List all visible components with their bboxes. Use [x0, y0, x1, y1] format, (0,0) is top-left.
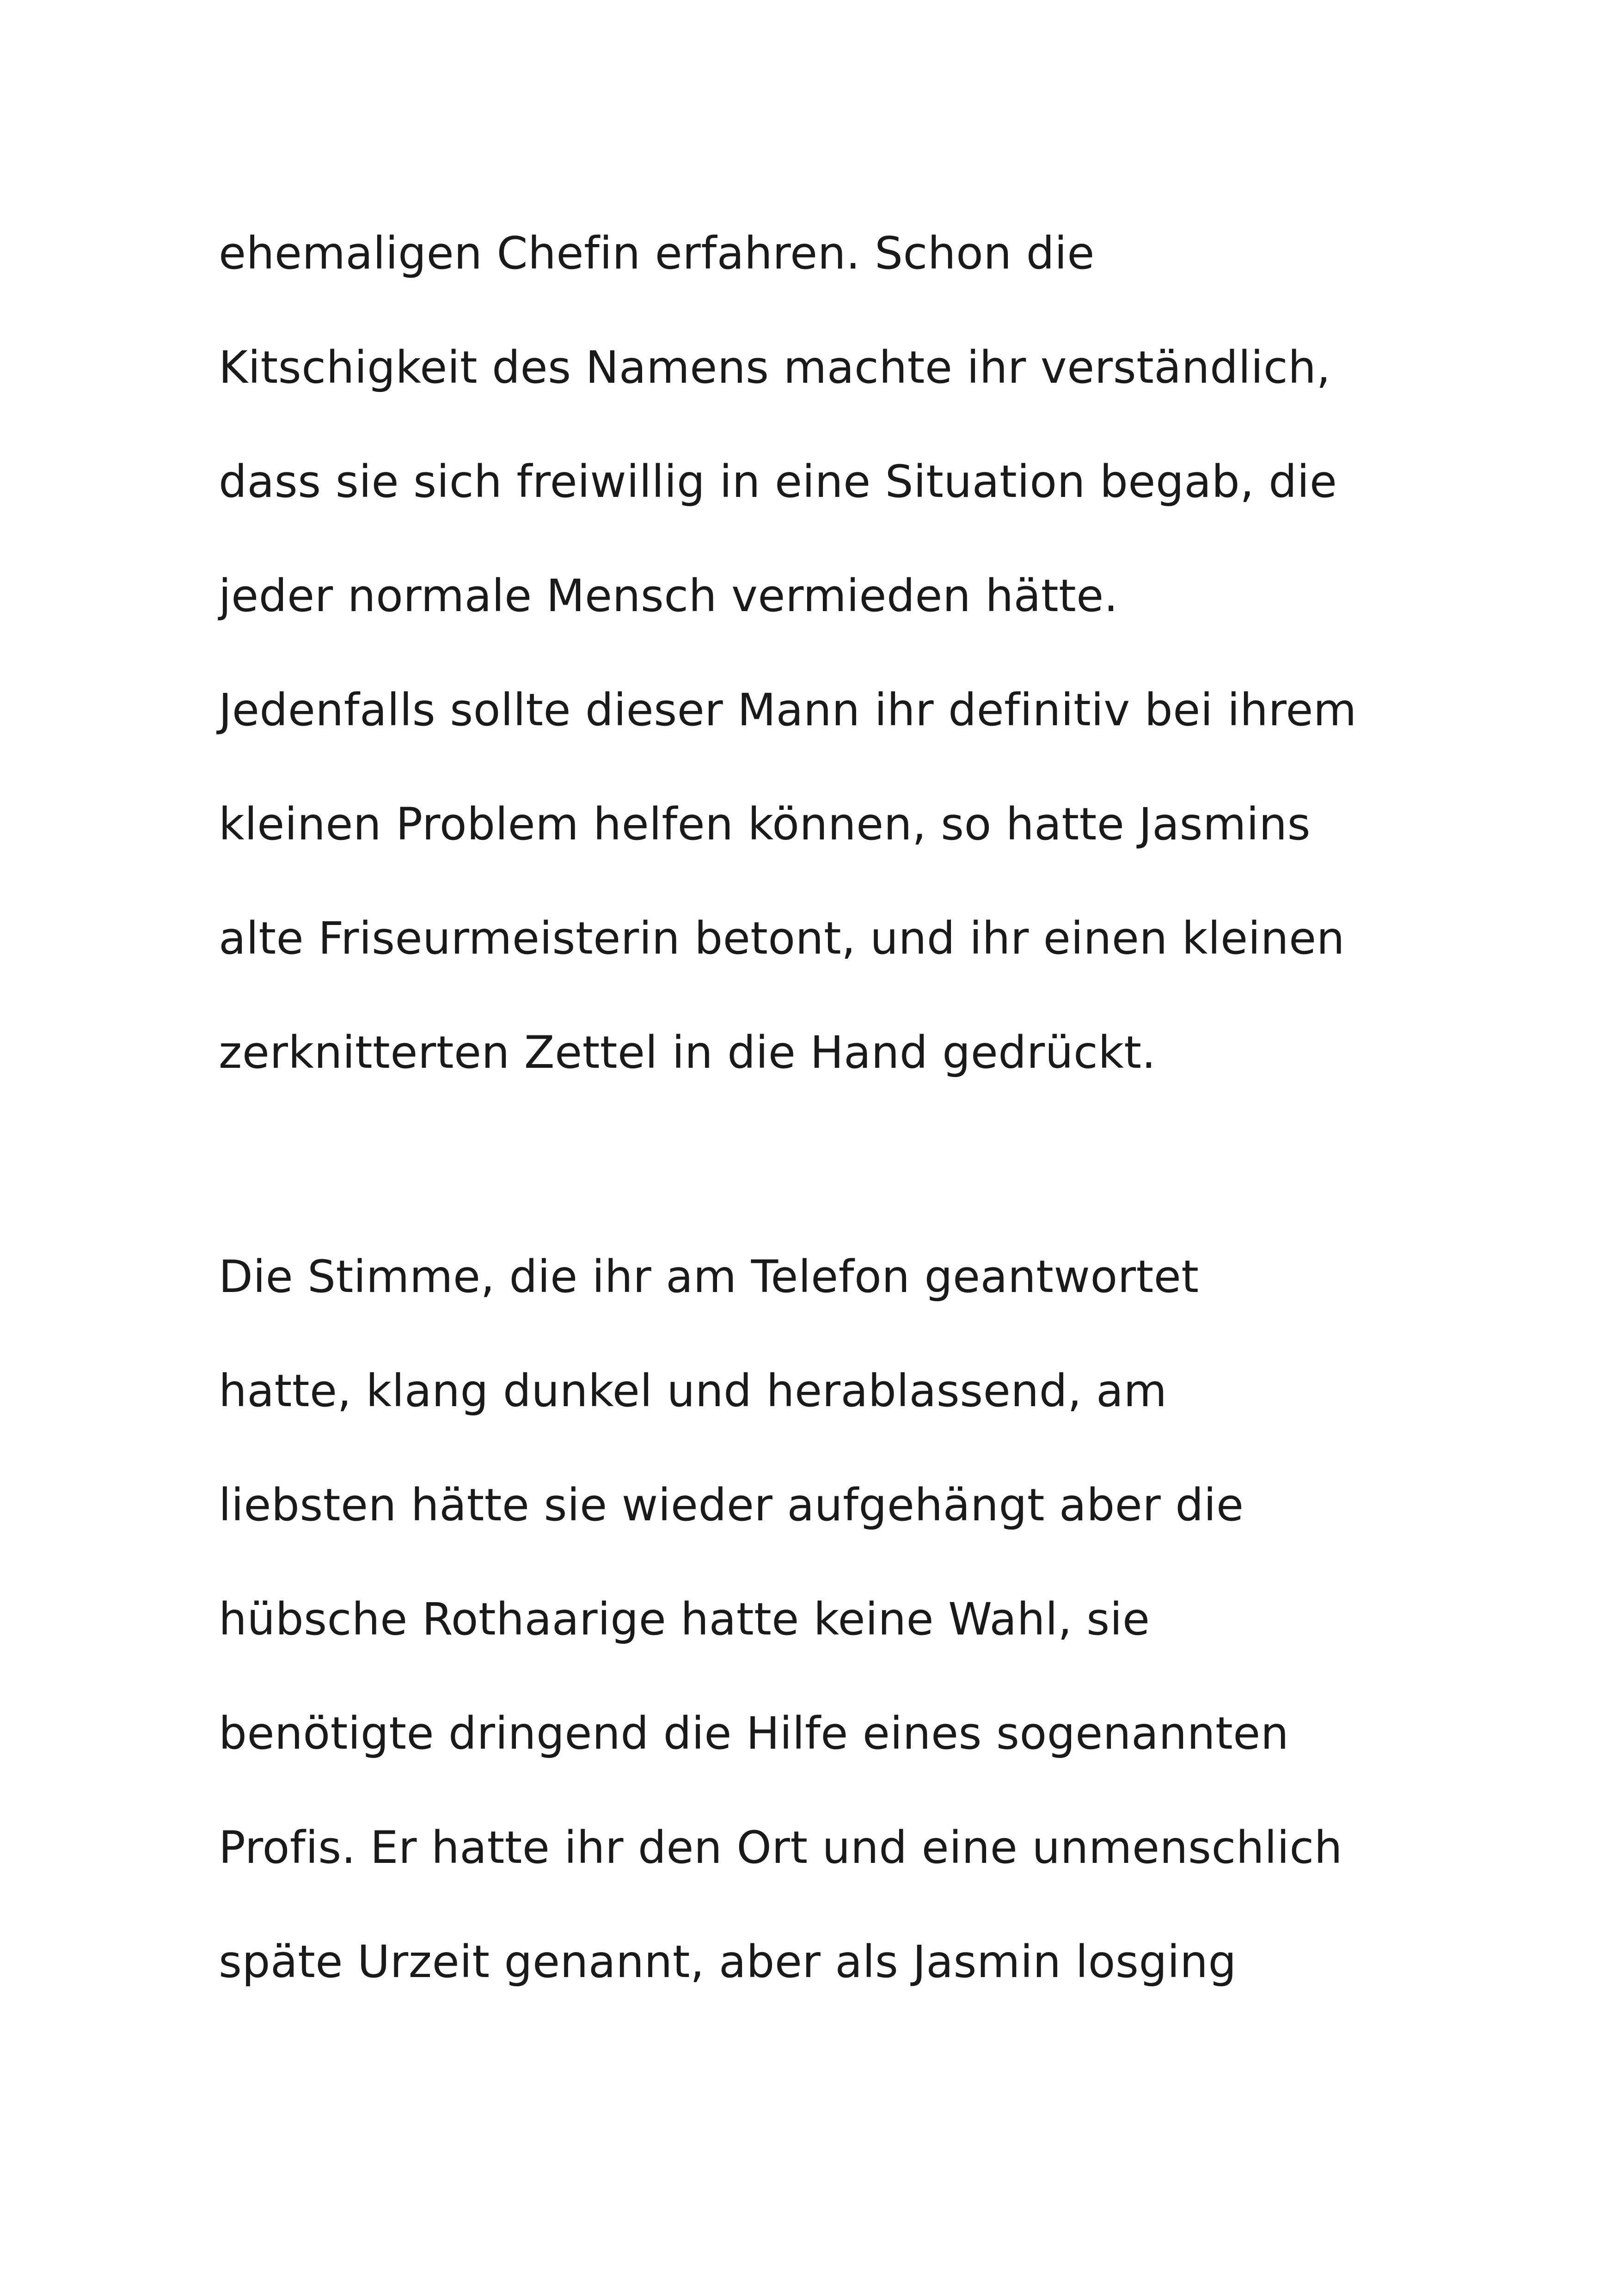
- paragraph-1-line-7: alte Friseurmeisterin betont, und ihr einen kleinen: [219, 912, 1345, 964]
- paragraph-2-line-2: hatte, klang dunkel und herablassend, am: [219, 1365, 1167, 1417]
- paragraph-1-line-8: zerknitterten Zettel in die Hand gedrückt.: [219, 1027, 1156, 1078]
- paragraph-2-line-6: Profis. Er hatte ihr den Ort und eine unmenschlich: [219, 1822, 1343, 1874]
- paragraph-2-line-7: späte Urzeit genannt, aber als Jasmin losging: [219, 1936, 1237, 1988]
- paragraph-1-line-4: jeder normale Mensch vermieden hätte.: [219, 570, 1118, 622]
- paragraph-1-line-5: Jedenfalls sollte dieser Mann ihr definitiv bei ihrem: [219, 684, 1357, 736]
- paragraph-2-line-5: benötigte dringend die Hilfe eines sogenannten: [219, 1708, 1289, 1759]
- paragraph-1-line-6: kleinen Problem helfen können, so hatte Jasmins: [219, 798, 1311, 850]
- paragraph-2-line-4: hübsche Rothaarige hatte keine Wahl, sie: [219, 1593, 1150, 1645]
- paragraph-1-line-1: ehemaligen Chefin erfahren. Schon die: [219, 227, 1095, 279]
- paragraph-1-line-3: dass sie sich freiwillig in eine Situation begab, die: [219, 456, 1337, 508]
- paragraph-1-line-2: Kitschigkeit des Namens machte ihr verständlich,: [219, 342, 1331, 393]
- paragraph-2-line-1: Die Stimme, die ihr am Telefon geantwortet: [219, 1251, 1199, 1303]
- paragraph-2-line-3: liebsten hätte sie wieder aufgehängt aber die: [219, 1479, 1244, 1531]
